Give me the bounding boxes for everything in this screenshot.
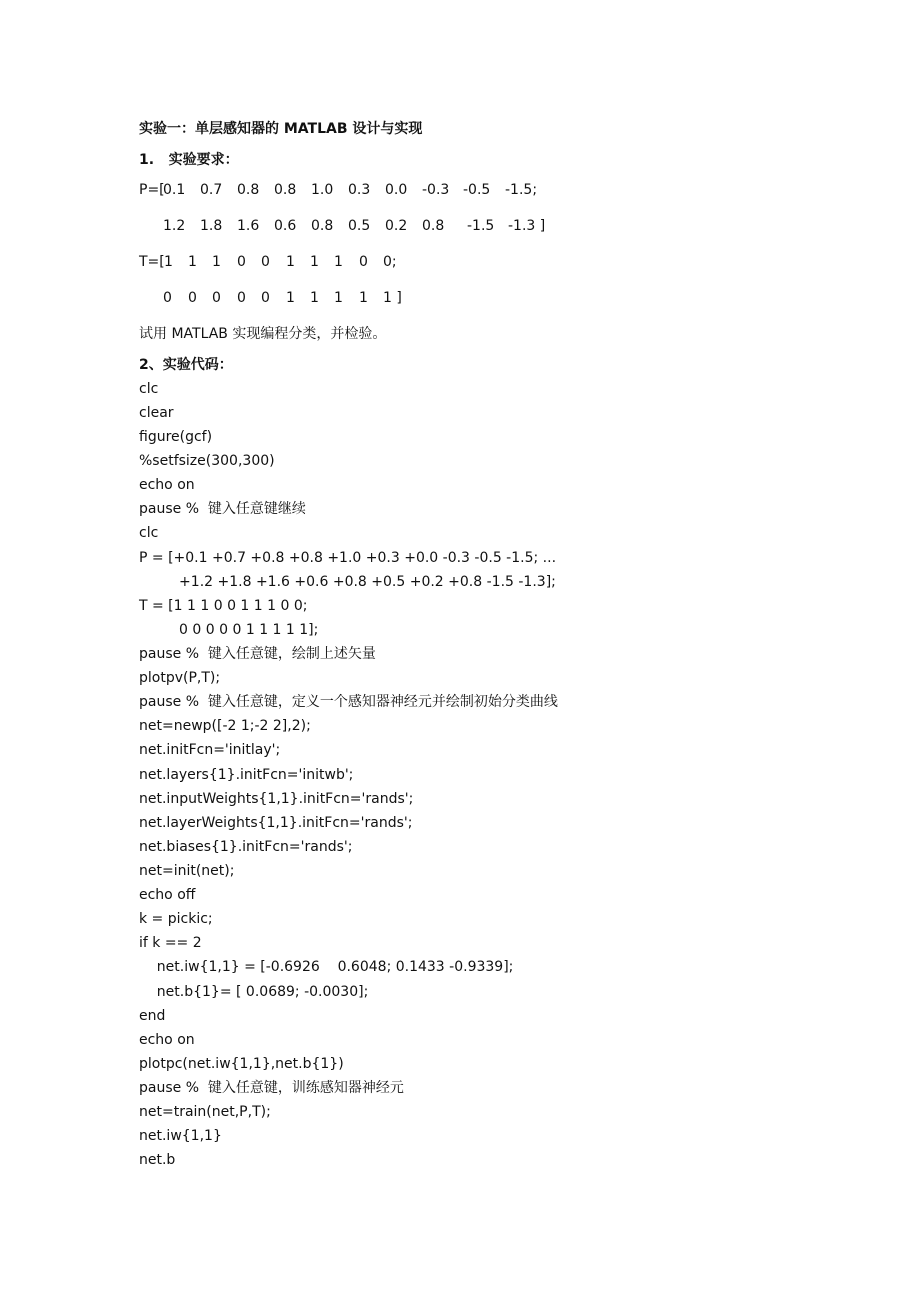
matrix-p-prefix: P=[ [139,182,165,198]
matrix-cell: 1 [188,254,197,270]
code-line: net.inputWeights{1,1}.initFcn='rands'; [139,791,414,807]
code-line: plotpc(net.iw{1,1},net.b{1}) [139,1056,344,1072]
matrix-cell: 0.2 [385,218,408,234]
code-line: net.b [139,1152,176,1168]
document-title: 实验一：单层感知器的 MATLAB 设计与实现 [139,121,423,137]
code-line: echo off [139,887,196,903]
matrix-cell: 0.7 [200,182,223,198]
instruction-text: 试用 MATLAB 实现编程分类，并检验。 [139,326,387,342]
matrix-cell: 0.5 [348,218,371,234]
matrix-cell: 0.3 [348,182,371,198]
matrix-cell: 0 [261,254,270,270]
matrix-cell: -1.3 ] [508,218,546,234]
matrix-cell: 1 [212,254,221,270]
matrix-t-prefix: T=[ [139,254,165,270]
code-line: pause % 键入任意键，定义一个感知器神经元并绘制初始分类曲线 [139,694,558,710]
matrix-cell: -0.3 [422,182,450,198]
matrix-cell: 0 [237,290,246,306]
matrix-cell: 1 [286,290,295,306]
code-line: %setfsize(300,300) [139,453,275,469]
matrix-cell: 0 [188,290,197,306]
code-line: if k == 2 [139,935,202,951]
matrix-cell: 0.8 [422,218,445,234]
code-line: pause % 键入任意键继续 [139,501,306,517]
code-line: net.iw{1,1} [139,1128,222,1144]
code-line: figure(gcf) [139,429,213,445]
matrix-cell: 0.8 [311,218,334,234]
code-line: echo on [139,1032,195,1048]
code-line: clc [139,381,159,397]
code-line: net=init(net); [139,863,235,879]
matrix-cell: 1 [310,254,319,270]
matrix-cell: 1 [359,290,368,306]
matrix-cell: 1.0 [311,182,334,198]
matrix-cell: 0.8 [274,182,297,198]
matrix-cell: 0.8 [237,182,260,198]
matrix-cell: 0.1 [163,182,186,198]
code-line: clc [139,525,159,541]
matrix-cell: 1 [164,254,173,270]
code-line: plotpv(P,T); [139,670,221,686]
section-2-heading: 2、实验代码： [139,357,233,373]
matrix-cell: 1 ] [383,290,402,306]
matrix-cell: -1.5; [505,182,538,198]
matrix-cell: -1.5 [467,218,495,234]
code-line: echo on [139,477,195,493]
matrix-cell: 0 [237,254,246,270]
code-line: net.biases{1}.initFcn='rands'; [139,839,353,855]
matrix-cell: 1 [310,290,319,306]
code-line: pause % 键入任意键，绘制上述矢量 [139,646,376,662]
matrix-cell: 0 [163,290,172,306]
code-line: net=train(net,P,T); [139,1104,271,1120]
code-line: net=newp([-2 1;-2 2],2); [139,718,311,734]
matrix-cell: 1.6 [237,218,260,234]
matrix-cell: 0 [261,290,270,306]
code-line: 0 0 0 0 0 1 1 1 1 1]; [139,622,319,638]
code-line: P = [+0.1 +0.7 +0.8 +0.8 +1.0 +0.3 +0.0 -0.3 -0.5 -1.5; ... [139,550,557,566]
matrix-cell: 0.6 [274,218,297,234]
code-line: +1.2 +1.8 +1.6 +0.6 +0.8 +0.5 +0.2 +0.8 -1.5 -1.3]; [139,574,556,590]
section-1-heading: 1. 实验要求： [139,152,239,168]
matrix-cell: 0 [359,254,368,270]
code-line: net.layerWeights{1,1}.initFcn='rands'; [139,815,413,831]
matrix-cell: 0 [212,290,221,306]
matrix-cell: 1.8 [200,218,223,234]
code-line: net.layers{1}.initFcn='initwb'; [139,767,354,783]
matrix-cell: 0.0 [385,182,408,198]
matrix-cell: 1 [334,254,343,270]
code-line: net.initFcn='initlay'; [139,742,281,758]
code-line: net.iw{1,1} = [-0.6926 0.6048; 0.1433 -0.9339]; [139,959,514,975]
matrix-cell: -0.5 [463,182,491,198]
code-line: k = pickic; [139,911,213,927]
matrix-cell: 0; [383,254,397,270]
matrix-cell: 1 [334,290,343,306]
code-line: pause % 键入任意键，训练感知器神经元 [139,1080,404,1096]
matrix-cell: 1.2 [163,218,186,234]
code-line: end [139,1008,166,1024]
code-line: clear [139,405,174,421]
code-line: net.b{1}= [ 0.0689; -0.0030]; [139,984,369,1000]
code-line: T = [1 1 1 0 0 1 1 1 0 0; [139,598,308,614]
matrix-cell: 1 [286,254,295,270]
